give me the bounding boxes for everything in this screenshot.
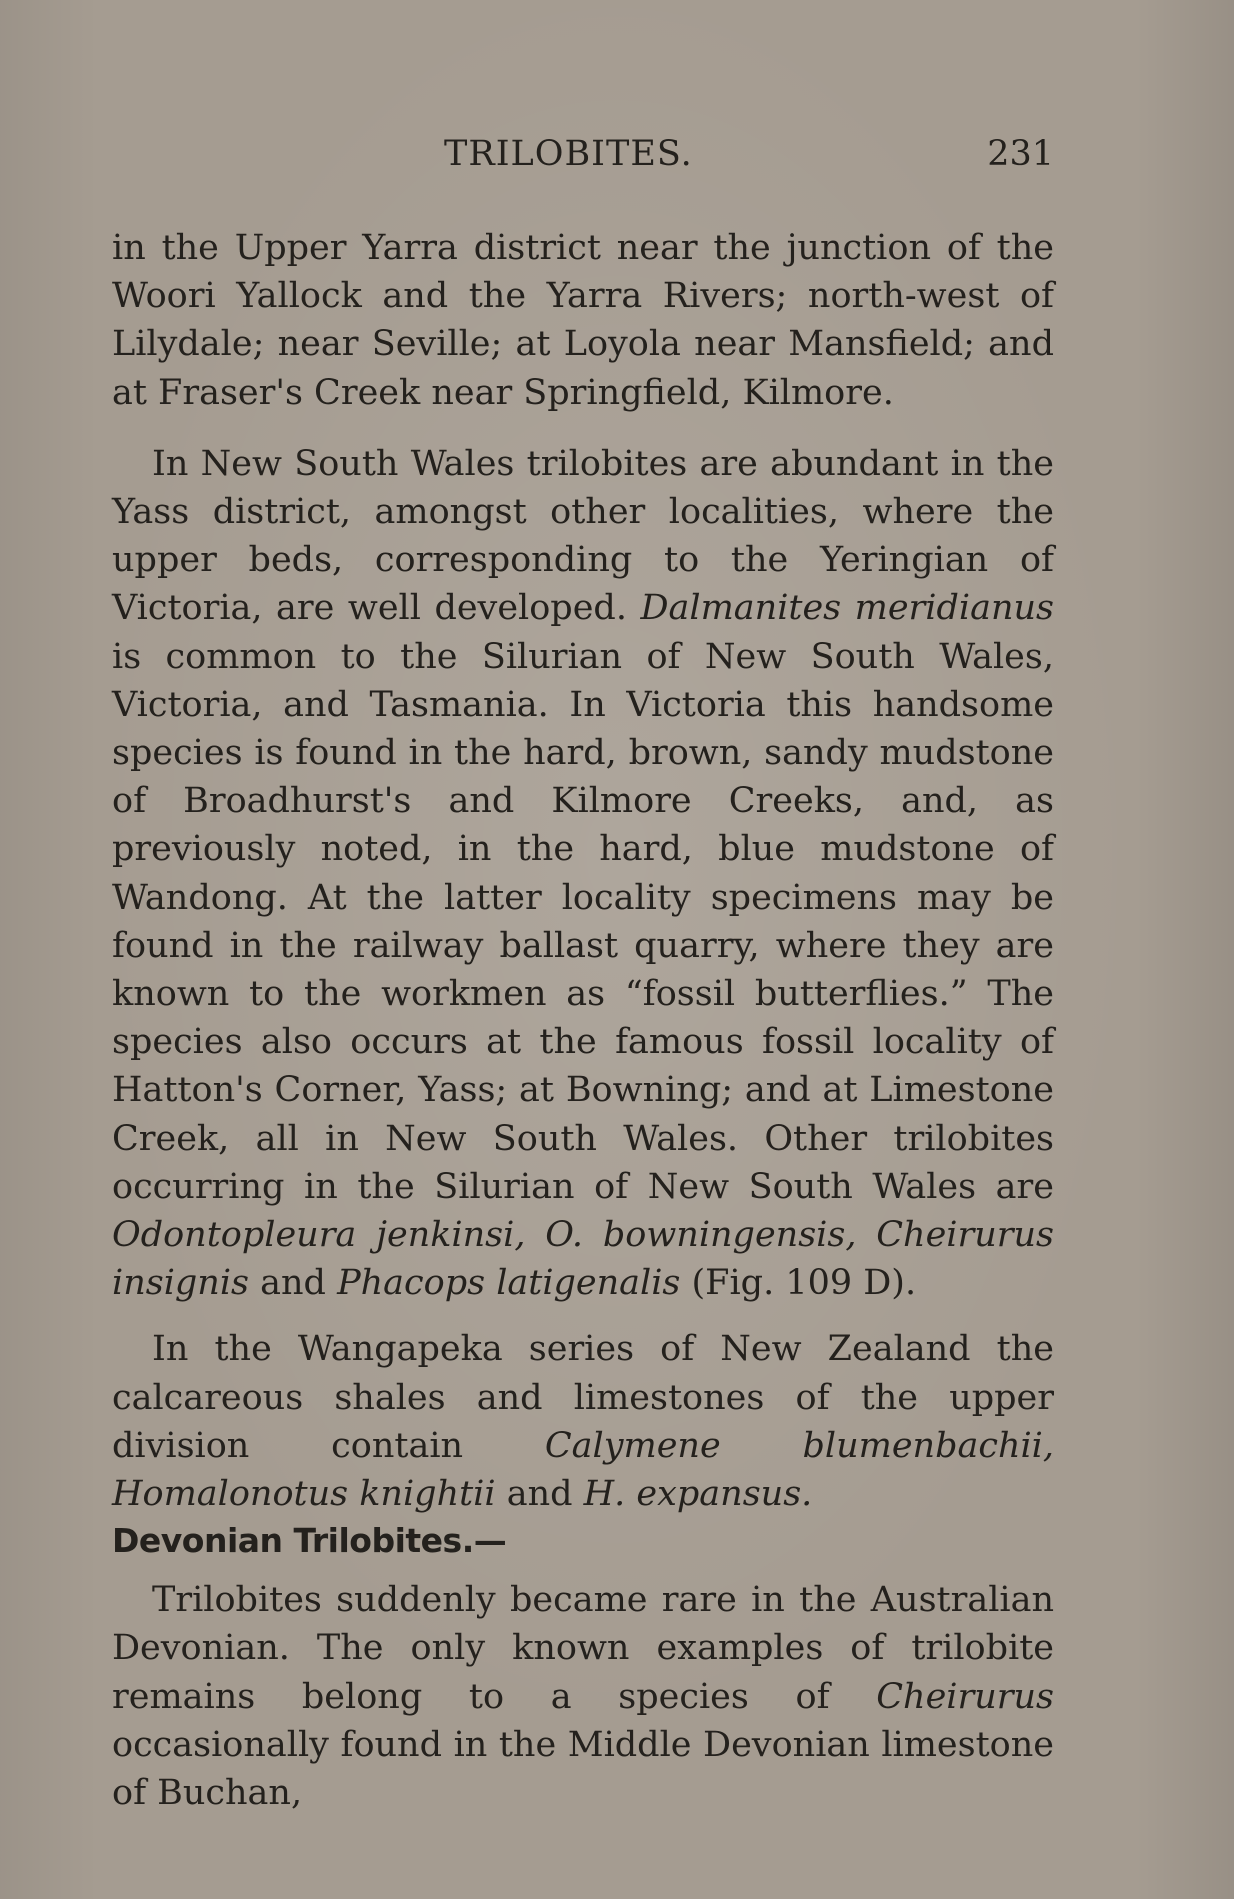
section-heading: Devonian Trilobites.— [112, 1521, 507, 1561]
species-names: Odontopleura jenkinsi, O. bowningensis, Cheirurus insignis [112, 1215, 1054, 1304]
paragraph-continuation: in the Upper Yarra district near the junction of the Woori Yallock and the Yarra Rivers; north-west of Lilydale; near Seville; at Loyola near Mansfield; and at Fraser's Creek near Springfield, Kilmore. [112, 228, 1054, 413]
text-run: In New South Wales trilobites are abundant in the Yass district, amongst other localities, where the upper beds, corresponding to the Yeringian of Victoria, are well developed. [112, 443, 1054, 629]
text-run: is common to the Silurian of New South Wales, Victoria, and Tasmania. In Victoria this handsome species is found in the hard, brown, sandy mudstone of Broadhurst's and Kilmore Creeks, and, as previously noted, in the hard, blue mudstone of Wandong. At the latter locality specimens may be found in the railway ballast quarry, where they are known to the workmen as “fossil butterflies.” The species also occurs at the famous fossil locality of Hatton's Corner, Yass; at Bowning; and at Limestone Creek, all in New South Wales. Other trilobites occurring in the Silurian of New South Wales are [112, 636, 1054, 1207]
genus-name: Cheirurus [876, 1676, 1054, 1717]
page-number: 231 [987, 134, 1054, 174]
text-run: occasionally found in the Middle Devonian limestone of Buchan, [112, 1724, 1054, 1814]
species-name: H. expansus. [583, 1474, 813, 1515]
figure-reference: (Fig. 109 D). [680, 1263, 917, 1304]
running-head [112, 134, 1054, 184]
text-run: and [249, 1263, 338, 1304]
paragraph-devonian [112, 1576, 1054, 1817]
species-name: Phacops latigenalis [337, 1263, 681, 1304]
species-names: Calymene blumenbachii, Homalonotus knightii [112, 1425, 1055, 1515]
text-run: Trilobites suddenly became rare in the Australian Devonian. The only known examples of trilobite remains belong to a species of [112, 1580, 1054, 1717]
text-run: In the Wangapeka series of New Zealand the calcareous shales and limestones of the upper division contain [112, 1329, 1054, 1466]
running-head-title: TRILOBITES. [444, 134, 693, 174]
species-name: Dalmanites meridianus [640, 588, 1054, 629]
body-text [112, 224, 1054, 1817]
paragraph-new-south-wales [112, 440, 1054, 1308]
paragraph-new-zealand [112, 1325, 1054, 1518]
text-run: and [495, 1474, 584, 1515]
